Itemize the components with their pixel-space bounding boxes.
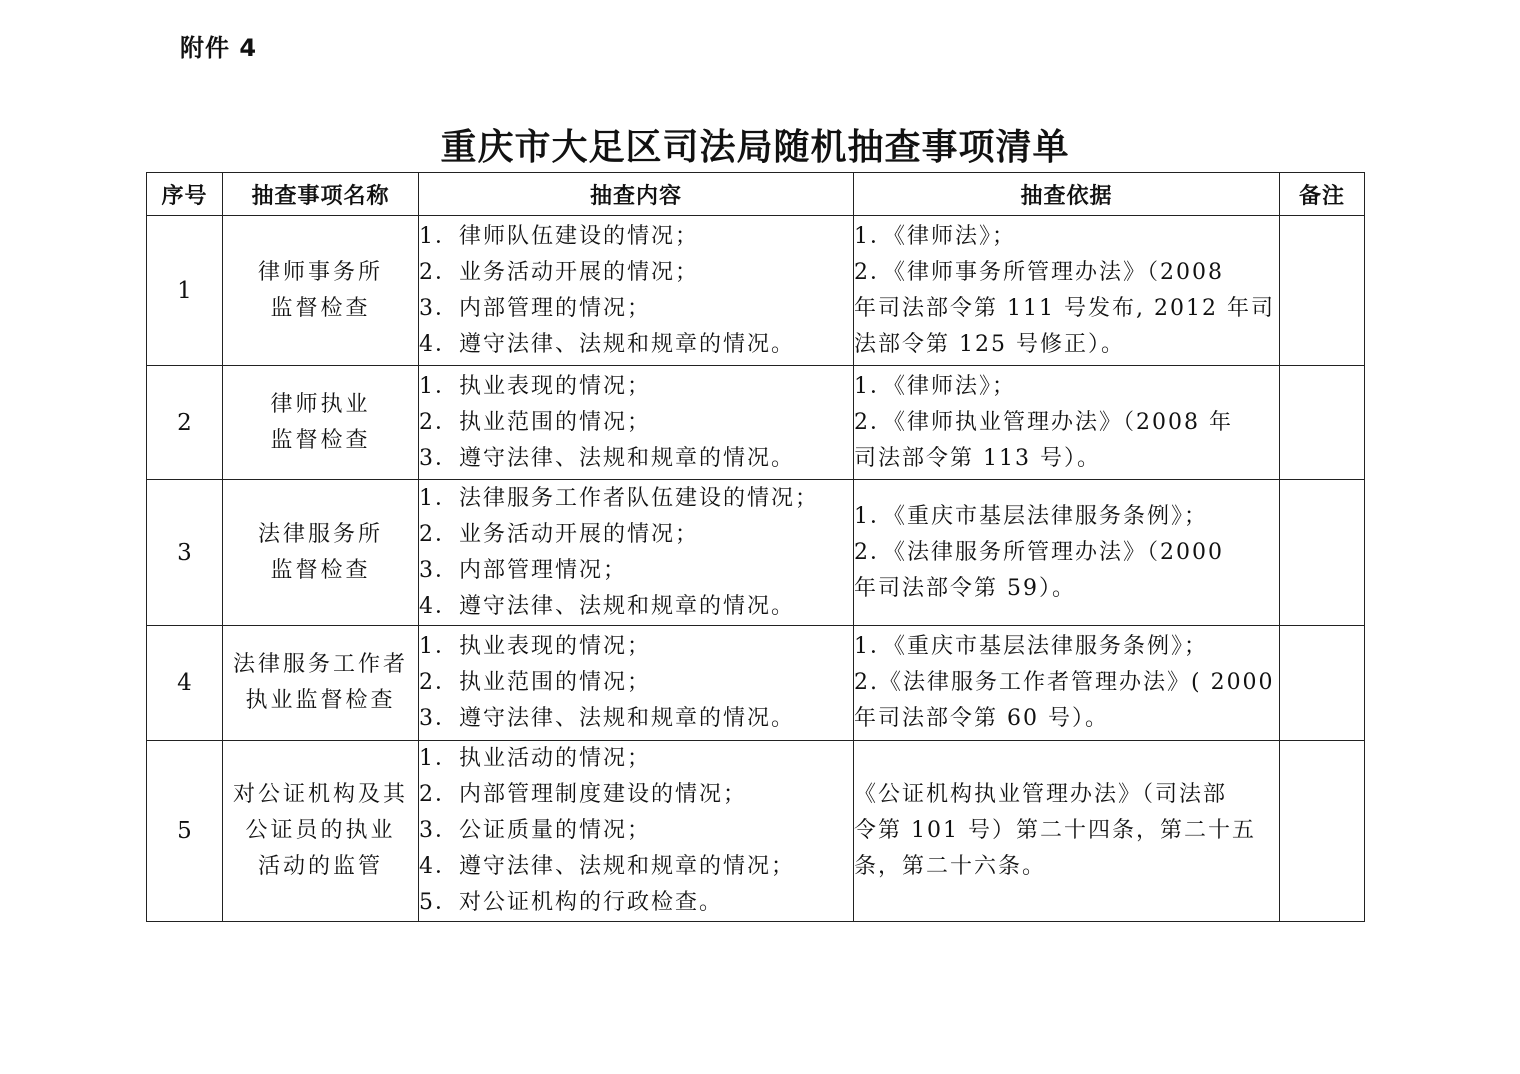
content-line: 1．执业表现的情况； [419, 373, 651, 399]
basis-line: 2．《法律服务所管理办法》（2000 [854, 539, 1224, 565]
content-line: 3．内部管理情况； [419, 557, 627, 583]
item-name-line: 法律服务工作者 [232, 652, 408, 677]
content-line: 2．执业范围的情况； [419, 409, 651, 435]
item-name [223, 741, 419, 922]
inspection-content [419, 366, 854, 480]
table-row [147, 741, 1365, 922]
inspection-content [419, 480, 854, 626]
basis-line: 1．《律师法》； [854, 223, 1016, 249]
header-remark: 备注 [1280, 173, 1365, 216]
basis-line: 2．《律师事务所管理办法》（2008 [854, 259, 1224, 285]
remark-cell [1280, 366, 1365, 480]
inspection-basis [854, 366, 1280, 480]
content-line: 3．公证质量的情况； [419, 818, 651, 843]
item-name-line: 执业监督检查 [245, 688, 396, 713]
item-name [223, 480, 419, 626]
content-line: 3．遵守法律、法规和规章的情况。 [419, 706, 795, 731]
table-row [147, 216, 1365, 366]
document-title: 重庆市大足区司法局随机抽查事项清单 [440, 127, 1070, 168]
item-name-line: 律师事务所 [257, 259, 383, 285]
item-name-line: 监督检查 [270, 295, 371, 321]
remark-cell [1280, 480, 1365, 626]
header-content: 抽查内容 [419, 173, 854, 216]
basis-line: 年司法部令第 111 号发布, 2012 年司 [854, 295, 1275, 321]
inspection-content [419, 626, 854, 741]
inspection-basis [854, 741, 1280, 922]
row-number: 3 [147, 480, 223, 626]
item-name-line: 监督检查 [270, 557, 371, 583]
content-line: 2．内部管理制度建设的情况； [419, 782, 747, 807]
item-name-line: 监督检查 [270, 427, 371, 453]
row-number: 5 [147, 741, 223, 922]
remark-cell [1280, 216, 1365, 366]
item-name-line: 法律服务所 [257, 521, 383, 547]
basis-line: 令第 101 号）第二十四条，第二十五 [854, 818, 1256, 843]
table-row [147, 366, 1365, 480]
content-line: 4．遵守法律、法规和规章的情况； [419, 854, 795, 879]
content-line: 5．对公证机构的行政检查。 [419, 890, 723, 915]
basis-line: 1．《重庆市基层法律服务条例》； [854, 503, 1208, 529]
attachment-label: 附件 4 [180, 34, 258, 62]
item-name [223, 366, 419, 480]
content-line: 1．律师队伍建设的情况； [419, 223, 699, 249]
basis-line: 法部令第 125 号修正）。 [854, 331, 1125, 357]
table-row [147, 480, 1365, 626]
inspection-basis [854, 216, 1280, 366]
row-number: 2 [147, 366, 223, 480]
content-line: 1．法律服务工作者队伍建设的情况； [419, 485, 819, 511]
remark-cell [1280, 741, 1365, 922]
item-name-line: 律师执业 [270, 391, 371, 417]
basis-line: 1．《重庆市基层法律服务条例》； [854, 634, 1208, 659]
basis-line: 年司法部令第 60 号）。 [854, 706, 1109, 731]
basis-line: 2．《律师执业管理办法》（2008 年 [854, 409, 1233, 435]
inspection-content [419, 216, 854, 366]
content-line: 2．业务活动开展的情况； [419, 521, 699, 547]
item-name [223, 216, 419, 366]
item-name-line: 活动的监管 [257, 854, 383, 879]
content-line: 2．执业范围的情况； [419, 670, 651, 695]
content-line: 3．遵守法律、法规和规章的情况。 [419, 445, 795, 471]
basis-line: 1．《律师法》； [854, 373, 1016, 399]
content-line: 1．执业表现的情况； [419, 634, 651, 659]
header-num: 序号 [147, 173, 223, 216]
row-number: 1 [147, 216, 223, 366]
content-line: 4．遵守法律、法规和规章的情况。 [419, 593, 795, 619]
item-name-line: 对公证机构及其 [232, 782, 408, 807]
basis-line: 《公证机构执业管理办法》（司法部 [854, 782, 1228, 807]
inspection-items-table [146, 172, 1365, 922]
basis-line: 司法部令第 113 号）。 [854, 445, 1101, 471]
header-basis: 抽查依据 [854, 173, 1280, 216]
inspection-basis [854, 480, 1280, 626]
inspection-basis [854, 626, 1280, 741]
basis-line: 2.《法律服务工作者管理办法》( 2000 [854, 670, 1275, 695]
basis-line: 条，第二十六条。 [854, 854, 1047, 879]
inspection-content [419, 741, 854, 922]
header-name: 抽查事项名称 [223, 173, 419, 216]
item-name [223, 626, 419, 741]
content-line: 3．内部管理的情况； [419, 295, 651, 321]
content-line: 2．业务活动开展的情况； [419, 259, 699, 285]
item-name-line: 公证员的执业 [245, 818, 396, 843]
content-line: 4．遵守法律、法规和规章的情况。 [419, 331, 795, 357]
basis-line: 年司法部令第 59）。 [854, 575, 1076, 601]
row-number: 4 [147, 626, 223, 741]
content-line: 1．执业活动的情况； [419, 746, 651, 771]
table-row [147, 626, 1365, 741]
table-header-row [147, 173, 1365, 216]
remark-cell [1280, 626, 1365, 741]
